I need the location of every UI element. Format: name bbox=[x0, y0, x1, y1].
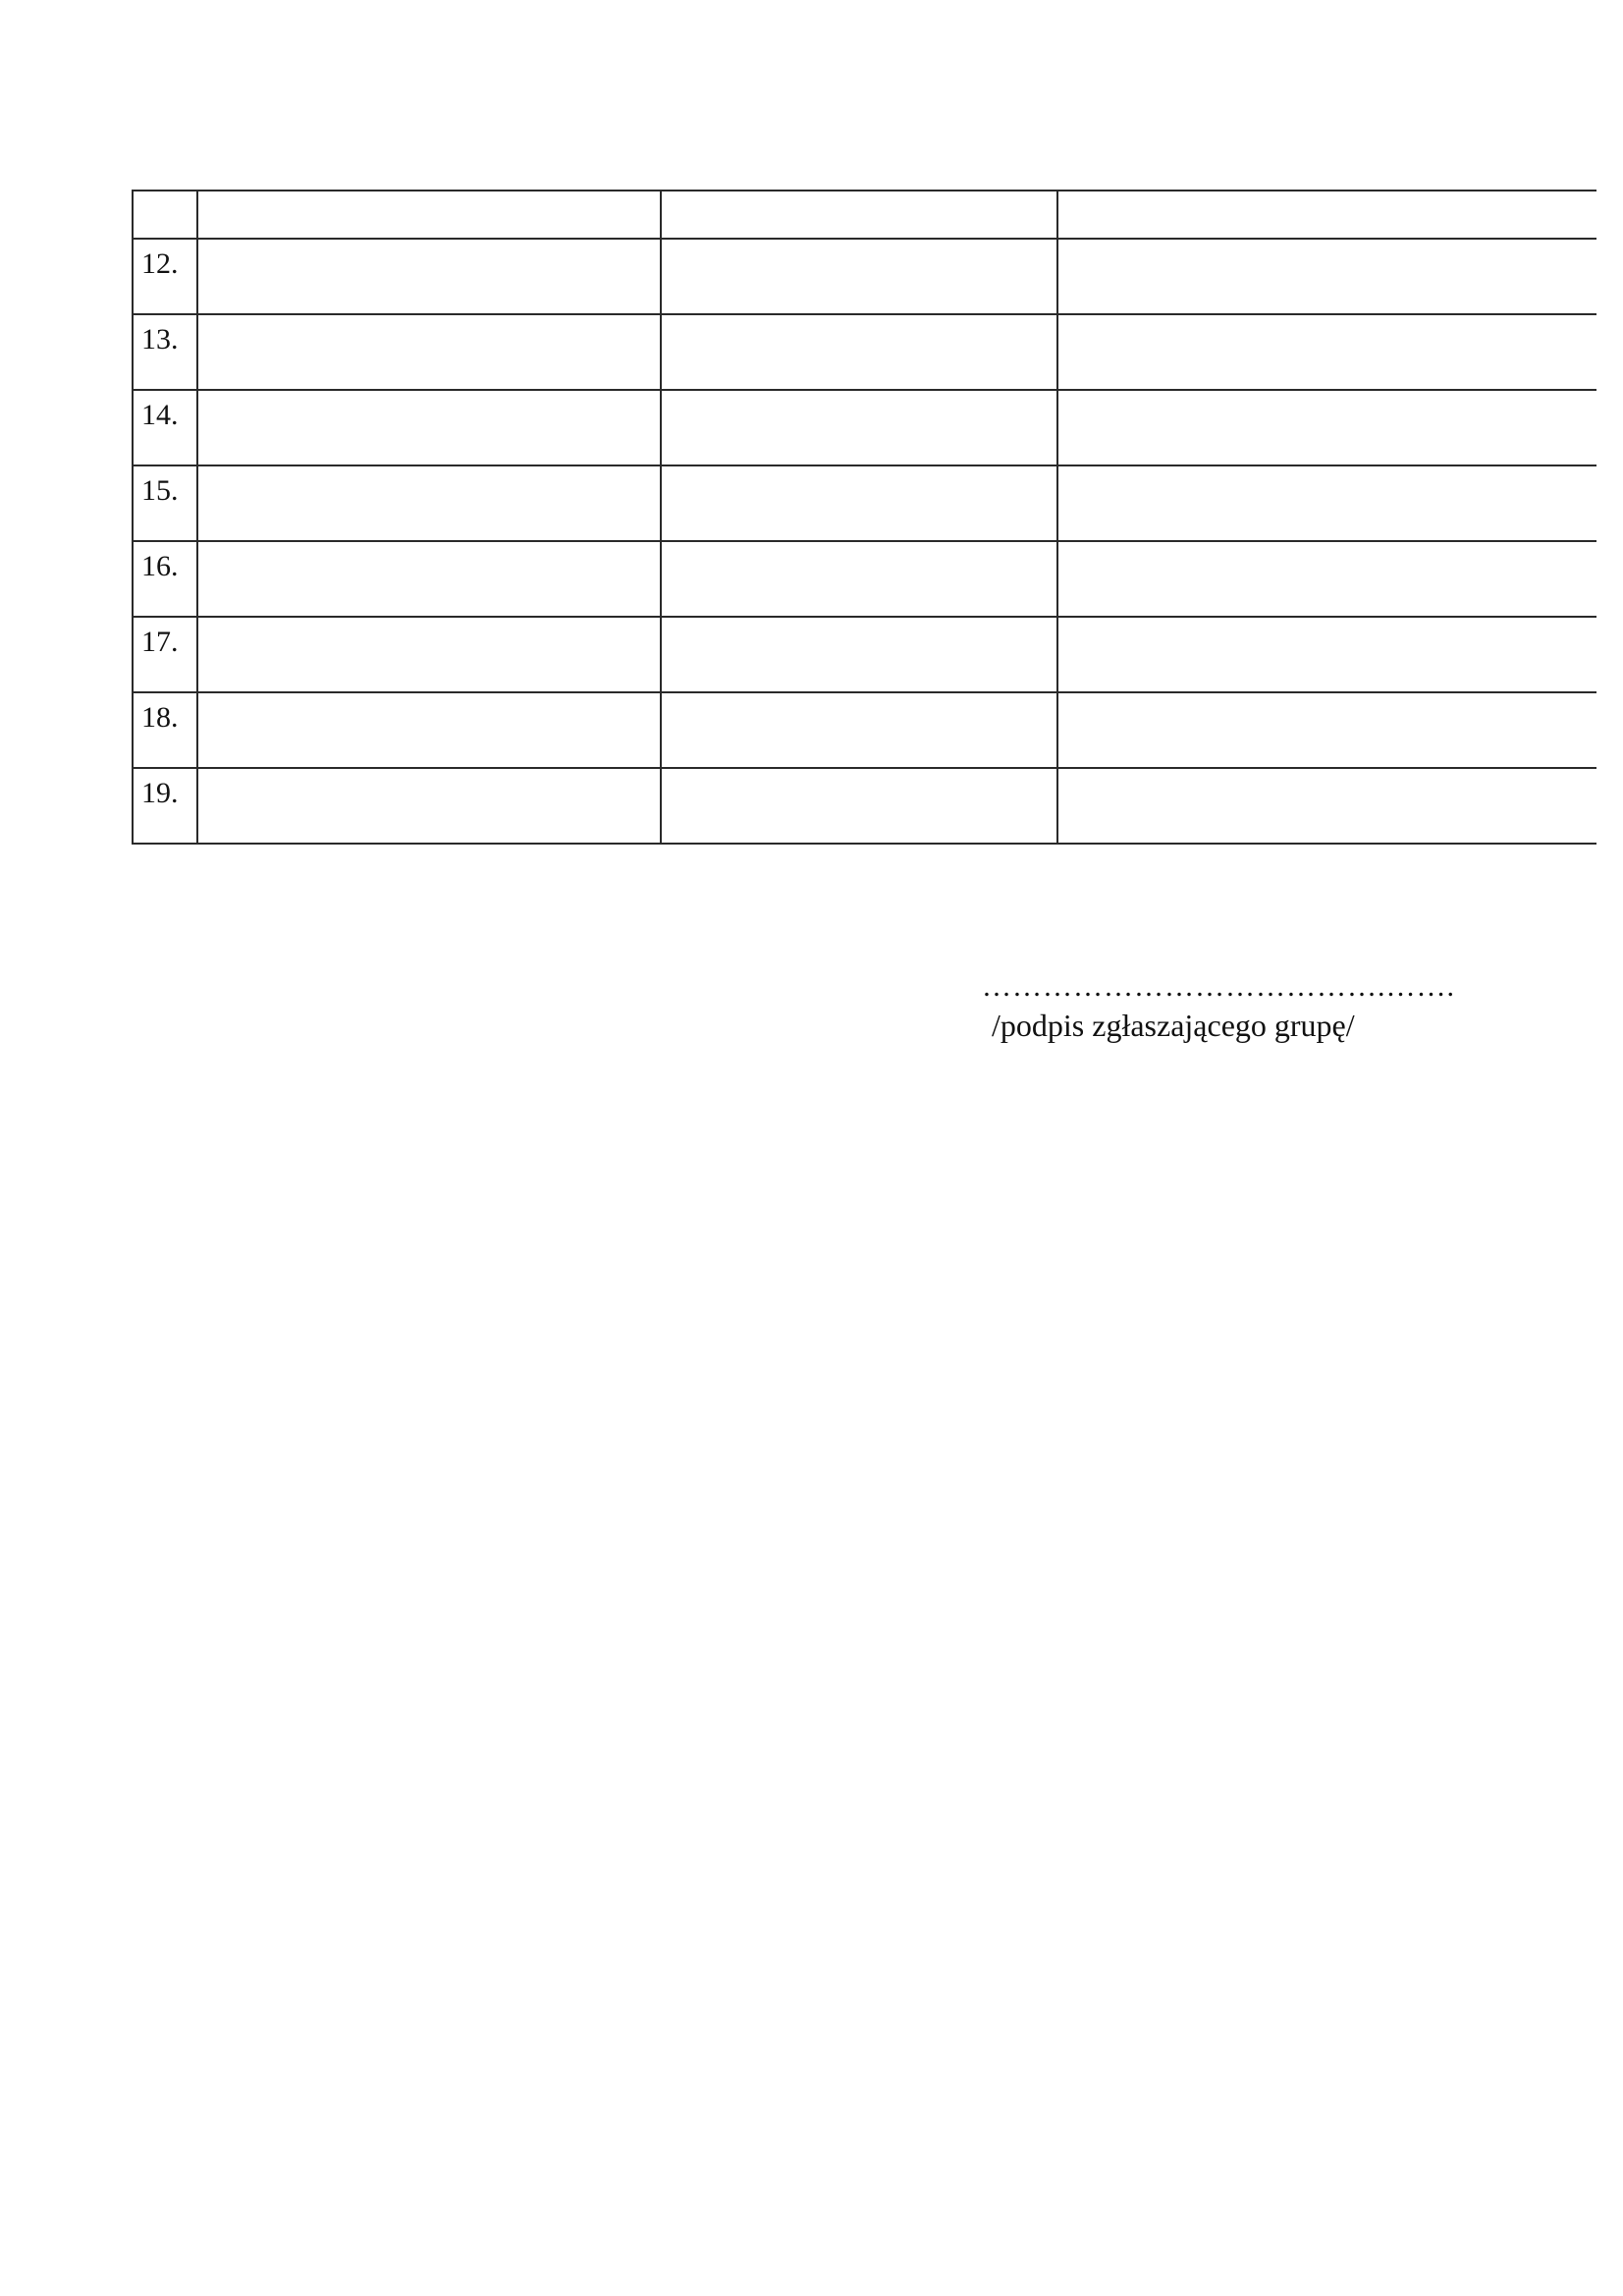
row-number-cell bbox=[133, 617, 197, 692]
table-cell bbox=[197, 314, 661, 390]
table-cell bbox=[197, 692, 661, 768]
table-row bbox=[133, 239, 1596, 314]
row-number: 14. bbox=[141, 399, 179, 431]
table-row bbox=[133, 768, 1596, 844]
table-cell bbox=[661, 541, 1057, 617]
signature-caption: /podpis zgłaszającego grupę/ bbox=[992, 1008, 1355, 1043]
table-row bbox=[133, 541, 1596, 617]
row-number-cell bbox=[133, 239, 197, 314]
table-cell bbox=[1057, 617, 1596, 692]
table-row bbox=[133, 314, 1596, 390]
participant-table bbox=[132, 190, 1596, 845]
table-row bbox=[133, 465, 1596, 541]
table-cell bbox=[661, 314, 1057, 390]
row-number: 13. bbox=[141, 323, 179, 355]
table-cell bbox=[133, 191, 197, 239]
table-cell bbox=[1057, 768, 1596, 844]
table-cell bbox=[1057, 314, 1596, 390]
row-number-cell bbox=[133, 390, 197, 465]
table-cell bbox=[661, 390, 1057, 465]
table-cell bbox=[197, 617, 661, 692]
table-cell bbox=[661, 465, 1057, 541]
table-row bbox=[133, 692, 1596, 768]
table-cell bbox=[661, 239, 1057, 314]
table-cell bbox=[1057, 692, 1596, 768]
row-number: 17. bbox=[141, 626, 179, 658]
row-number: 12. bbox=[141, 247, 179, 280]
table-cell bbox=[661, 617, 1057, 692]
table-cell bbox=[661, 692, 1057, 768]
row-number-cell bbox=[133, 541, 197, 617]
row-number: 18. bbox=[141, 701, 179, 734]
table-cell bbox=[197, 191, 661, 239]
table-cell bbox=[1057, 541, 1596, 617]
signature-line: ………………………………….……. bbox=[982, 970, 1455, 1003]
table-cell bbox=[197, 465, 661, 541]
table-cell bbox=[197, 390, 661, 465]
table-cell bbox=[197, 541, 661, 617]
table-cell bbox=[661, 191, 1057, 239]
row-number: 15. bbox=[141, 474, 179, 507]
row-number-cell bbox=[133, 465, 197, 541]
table-cell bbox=[1057, 390, 1596, 465]
table-header-row bbox=[133, 191, 1596, 239]
table-row bbox=[133, 617, 1596, 692]
table-cell bbox=[1057, 239, 1596, 314]
row-number: 16. bbox=[141, 550, 179, 582]
table-row bbox=[133, 390, 1596, 465]
table-cell bbox=[1057, 465, 1596, 541]
signature-block bbox=[982, 972, 1453, 1043]
row-number: 19. bbox=[141, 777, 179, 809]
row-number-cell bbox=[133, 314, 197, 390]
table-cell bbox=[1057, 191, 1596, 239]
table-cell bbox=[661, 768, 1057, 844]
table-cell bbox=[197, 239, 661, 314]
row-number-cell bbox=[133, 692, 197, 768]
table-cell bbox=[197, 768, 661, 844]
row-number-cell bbox=[133, 768, 197, 844]
